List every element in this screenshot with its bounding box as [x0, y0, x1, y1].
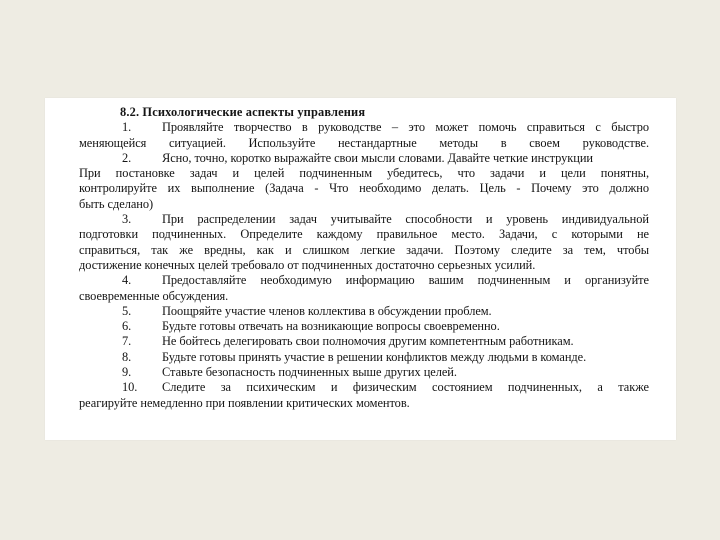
- item-number: 4.: [122, 273, 132, 288]
- item-number: 2.: [122, 150, 132, 165]
- item-8-line-1: [79, 350, 649, 365]
- item-number: 9.: [122, 365, 132, 380]
- item-2-line-4: быть сделано): [79, 196, 154, 211]
- item-text: Следите за психическим и физическим состоянием подчиненных, а также: [162, 380, 649, 395]
- item-5-line-1: [79, 304, 649, 319]
- item-text: Будьте готовы принять участие в решении конфликтов между людьми в команде.: [162, 349, 587, 364]
- item-1-line-2: меняющейся ситуацией. Используйте нестандартные методы в своем руководстве.: [79, 135, 649, 150]
- document-text: [79, 105, 649, 411]
- item-3-line-1: [79, 212, 649, 227]
- item-number: 7.: [122, 334, 132, 349]
- item-text: При распределении задач учитывайте способности и уровень индивидуальной: [162, 212, 649, 227]
- item-number: 3.: [122, 212, 132, 227]
- item-3-line-2: подготовки подчиненных. Определите каждому правильное место. Задачи, с которыми не: [79, 227, 649, 242]
- item-10-line-1: [79, 380, 649, 395]
- item-3-line-3: справиться, так же вредны, как и слишком легкие задачи. Поэтому следите за тем, чтобы: [79, 242, 649, 257]
- item-text: Предоставляйте необходимую информацию вашим подчиненным и организуйте: [162, 273, 649, 288]
- item-2-line-2: При постановке задач и целей подчиненным убедитесь, что задачи и цели понятны,: [79, 166, 649, 181]
- item-number: 10.: [122, 380, 138, 395]
- item-3-line-4: достижение конечных целей требовало от подчиненных достаточно серьезных усилий.: [79, 257, 536, 272]
- item-9-line-1: [79, 365, 649, 380]
- item-number: 5.: [122, 303, 132, 318]
- item-4-line-1: [79, 273, 649, 288]
- item-6-line-1: [79, 319, 649, 334]
- item-text: Ясно, точно, коротко выражайте свои мысли словами. Давайте четкие инструкции: [162, 150, 593, 165]
- section-heading: 8.2. Психологические аспекты управления: [120, 105, 366, 119]
- item-number: 1.: [122, 120, 132, 135]
- item-text: Проявляйте творчество в руководстве – это может помочь справиться с быстро: [162, 120, 649, 135]
- item-2-line-3: контролируйте их выполнение (Задача - Что необходимо делать. Цель - Почему это должно: [79, 181, 649, 196]
- item-10-line-2: реагируйте немедленно при появлении критических моментов.: [79, 395, 410, 410]
- item-1-line-1: [79, 120, 649, 135]
- item-text: Ставьте безопасность подчиненных выше других целей.: [162, 365, 457, 380]
- item-2-line-1: [79, 151, 649, 166]
- item-text: Не бойтесь делегировать свои полномочия другим компетентным работникам.: [162, 334, 574, 349]
- item-number: 6.: [122, 319, 132, 334]
- item-4-line-2: своевременные обсуждения.: [79, 288, 229, 303]
- item-number: 8.: [122, 349, 132, 364]
- item-text: Будьте готовы отвечать на возникающие вопросы своевременно.: [162, 319, 500, 334]
- document-page: [45, 98, 676, 440]
- item-7-line-1: [79, 334, 649, 349]
- item-text: Поощряйте участие членов коллектива в обсуждении проблем.: [162, 303, 492, 318]
